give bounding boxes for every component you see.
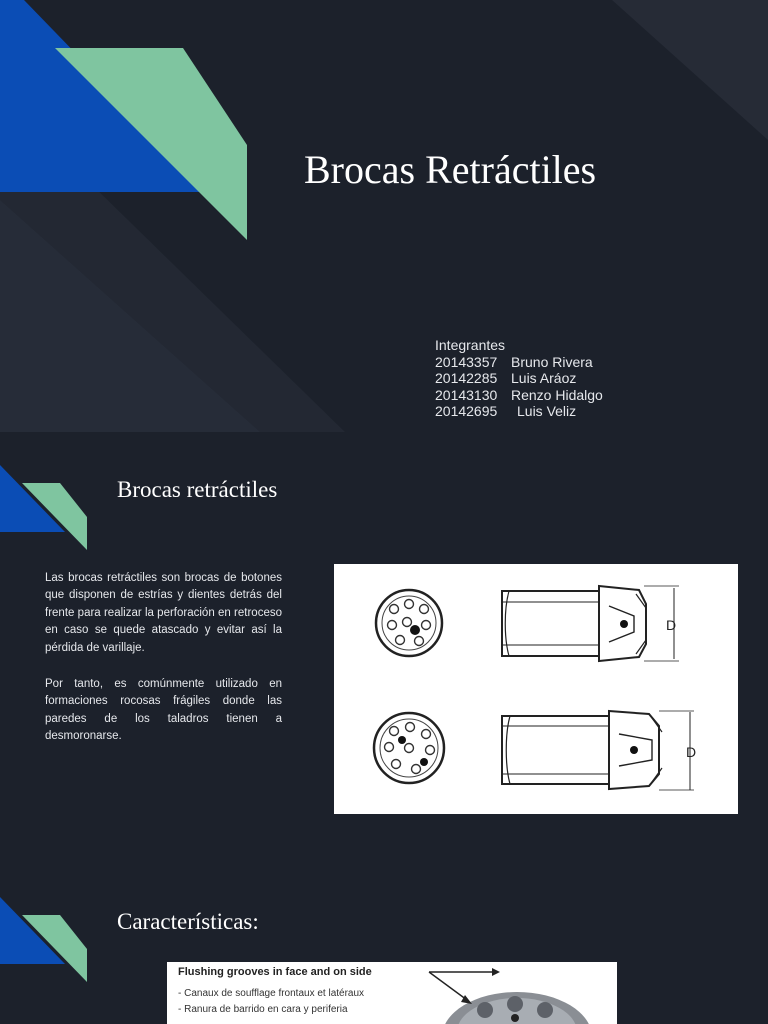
slide-background-shapes [0, 0, 768, 432]
drill-bit-diagram [334, 564, 738, 814]
slide-accent-shapes [0, 864, 90, 994]
image-caption-french: - Canaux de soufflage frontaux et latéraux [178, 988, 364, 999]
member-name: Luis Aráoz [511, 370, 577, 386]
member-name: Renzo Hidalgo [511, 386, 603, 403]
slide-title: Características: [117, 909, 259, 934]
slide-accent-shapes [0, 432, 90, 562]
member-id: 20143130 [435, 386, 498, 403]
title-slide [0, 0, 768, 432]
member-row [435, 403, 603, 420]
slide-title: Brocas Retráctiles [304, 147, 597, 192]
slide-title: Brocas retráctiles [117, 477, 278, 502]
flushing-grooves-image [167, 962, 617, 1024]
member-row [435, 370, 603, 387]
member-id: 20143357 [435, 353, 498, 370]
bit-face-view-top [376, 590, 442, 656]
bit-face-view-bottom [374, 713, 444, 783]
member-row [435, 387, 603, 404]
bit-side-view-top [502, 586, 679, 661]
drill-bit-drawings [334, 564, 738, 814]
member-name: Bruno Rivera [511, 353, 593, 370]
member-row [435, 354, 603, 371]
diameter-label: D [686, 744, 697, 760]
flush-hole-mark [630, 746, 638, 754]
members-heading: Integrantes [435, 337, 506, 353]
image-caption-spanish: - Ranura de barrido en cara y periferia [178, 1004, 348, 1015]
bit-side-view-bottom [502, 711, 697, 790]
paragraph-description: Las brocas retráctiles son brocas de botones que disponen de estrías y dientes detrás del frente para realizar la perforación en retroceso en caso se quede atascado y evitar así la pérdida de varillaje. [45, 572, 282, 654]
member-id: 20142695 [435, 403, 498, 419]
content-slide-brocas [0, 432, 768, 864]
paragraph-usage: Por tanto, es comúnmente utilizado en formaciones rocosas frágiles donde las paredes de los taladros tienen a desmoronarse. [45, 678, 282, 743]
image-heading: Flushing grooves in face and on side [178, 966, 372, 978]
diameter-label: D [666, 617, 677, 633]
content-slide-caracteristicas [0, 864, 768, 1024]
corner-shape [612, 0, 768, 140]
member-name: Luis Veliz [517, 403, 577, 419]
flush-hole-mark [620, 620, 628, 628]
member-id: 20142285 [435, 370, 498, 386]
members-list [435, 337, 603, 420]
